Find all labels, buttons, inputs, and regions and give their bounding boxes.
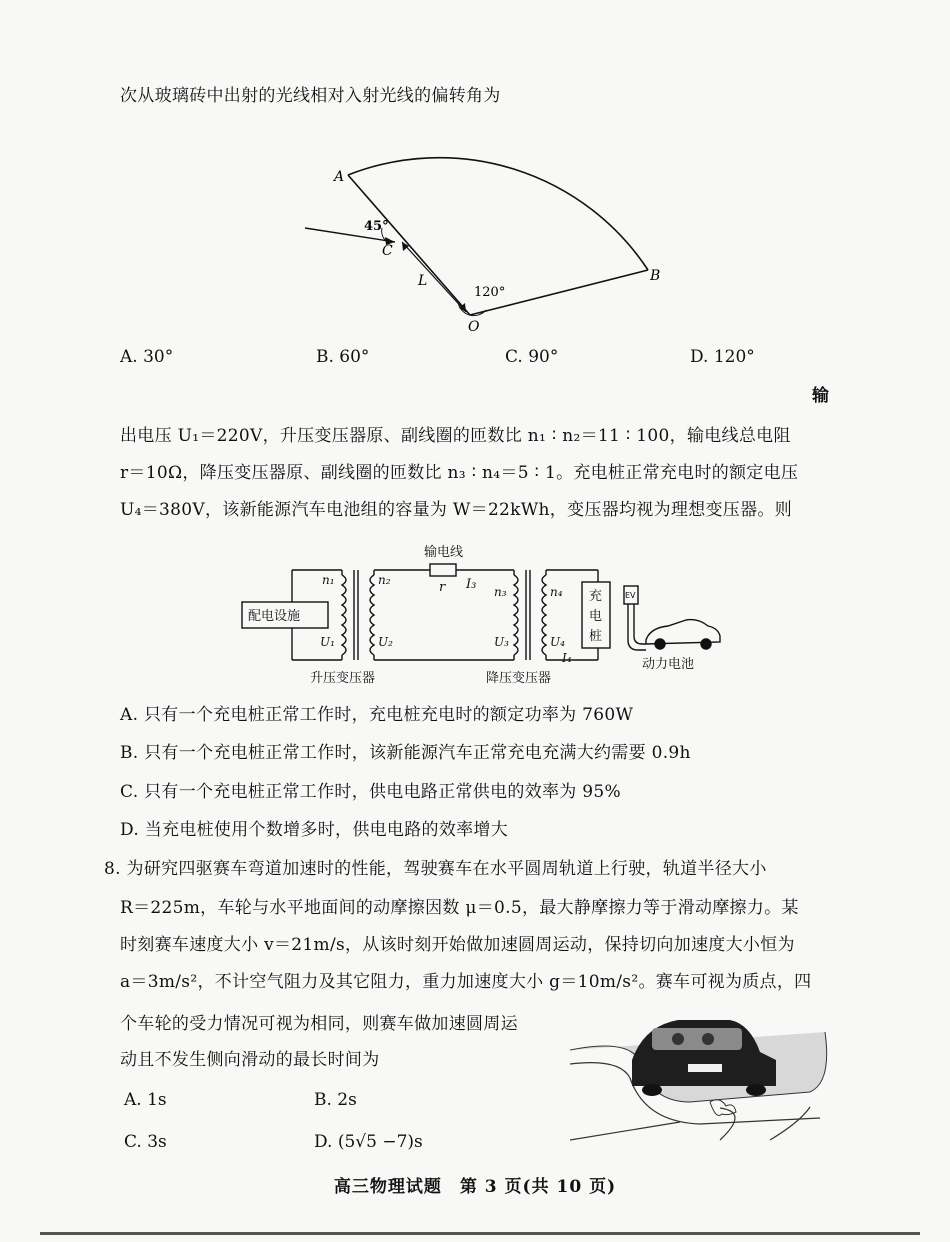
label-C: C: [382, 243, 393, 259]
label-O: O: [468, 319, 480, 335]
q8-option-a: A. 1s: [124, 1090, 167, 1110]
q7-option-b: B. 只有一个充电桩正常工作时，该新能源汽车正常充电充满大约需要 0.9h: [120, 743, 691, 763]
q7-text-line-2: r＝10Ω，降压变压器原、副线圈的匝数比 n₃ ∶ n₄＝5 ∶ 1。充电桩正常充电时的额定电压: [120, 463, 799, 483]
label-charger-2: 电: [589, 609, 603, 624]
label-step-up: 升压变压器: [310, 671, 376, 686]
label-charger-1: 充: [589, 589, 603, 604]
q8-text-line-5: 个车轮的受力情况可视为相同，则赛车做加速圆周运: [120, 1014, 518, 1034]
label-n4: n₄: [550, 585, 563, 599]
label-line: 输电线: [424, 545, 464, 560]
label-U1: U₁: [320, 635, 335, 649]
q7-cut-fragment: 输: [812, 386, 830, 406]
q8-text-line-1: 8. 为研究四驱赛车弯道加速时的性能，驾驶赛车在水平圆周轨道上行驶，轨道半径大小: [104, 859, 767, 879]
q8-text-line-2: R＝225m，车轮与水平地面间的动摩擦因数 μ＝0.5，最大静摩擦力等于滑动摩擦力。某: [120, 898, 799, 918]
q8-text-line-4: a＝3m/s²，不计空气阻力及其它阻力，重力加速度大小 g＝10m/s²。赛车可视为质点，四: [120, 972, 812, 992]
label-I3: I₃: [466, 577, 477, 592]
label-source: 配电设施: [248, 609, 301, 624]
label-L: L: [418, 273, 428, 289]
sector-arc: [348, 158, 648, 270]
q7-option-c: C. 只有一个充电桩正常工作时，供电电路正常供电的效率为 95%: [120, 782, 621, 802]
transmission-circuit-diagram: [238, 540, 728, 690]
radius-OA: [348, 175, 470, 315]
label-battery: 动力电池: [642, 657, 695, 672]
q8-option-c: C. 3s: [124, 1132, 167, 1152]
label-B: B: [650, 268, 661, 284]
length-L-arrow: [402, 242, 466, 312]
q8-text-line-3: 时刻赛车速度大小 v＝21m/s，从该时刻开始做加速圆周运动，保持切向加速度大小恒为: [120, 935, 795, 955]
label-n2: n₂: [378, 573, 391, 587]
q6-option-c: C. 90°: [505, 347, 559, 367]
label-r: r: [439, 580, 446, 595]
bottom-rule: [40, 1232, 920, 1235]
q6-intro-tail: 次从玻璃砖中出射的光线相对入射光线的偏转角为: [120, 86, 501, 106]
q7-text-line-1: 出电压 U₁＝220V，升压变压器原、副线圈的匝数比 n₁ ∶ n₂＝11 ∶ 100，输电线总电阻: [120, 426, 791, 446]
label-U4: U₄: [550, 635, 565, 649]
label-I4: I₄: [562, 651, 572, 665]
resistor-r: [430, 564, 456, 576]
angle-45: 45°: [364, 219, 389, 234]
label-A: A: [334, 169, 345, 185]
label-step-down: 降压变压器: [486, 671, 552, 686]
label-U3: U₃: [494, 635, 509, 649]
q8-text-line-6: 动且不发生侧向滑动的最长时间为: [120, 1050, 380, 1070]
label-n1: n₁: [322, 573, 335, 587]
label-ev: EV: [625, 591, 636, 600]
q7-option-a: A. 只有一个充电桩正常工作时，充电桩充电时的额定功率为 760W: [120, 705, 634, 725]
label-charger-3: 桩: [589, 629, 603, 644]
q6-option-d: D. 120°: [690, 347, 755, 367]
angle-120: 120°: [474, 285, 506, 300]
q8-option-d: D. (5√5 −7)s: [314, 1132, 423, 1152]
q8-option-b: B. 2s: [314, 1090, 357, 1110]
glass-sector-figure: [290, 110, 690, 335]
q7-option-d: D. 当充电桩使用个数增多时，供电电路的效率增大: [120, 820, 509, 840]
label-U2: U₂: [378, 635, 393, 649]
page-footer: 高三物理试题 第 3 页(共 10 页): [333, 1177, 617, 1197]
label-n3: n₃: [494, 585, 507, 599]
q7-text-line-3: U₄＝380V，该新能源汽车电池组的容量为 W＝22kWh，变压器均视为理想变压器。则: [120, 500, 792, 520]
q6-option-b: B. 60°: [316, 347, 370, 367]
race-car-illustration: [570, 1012, 832, 1144]
q6-option-a: A. 30°: [120, 347, 174, 367]
